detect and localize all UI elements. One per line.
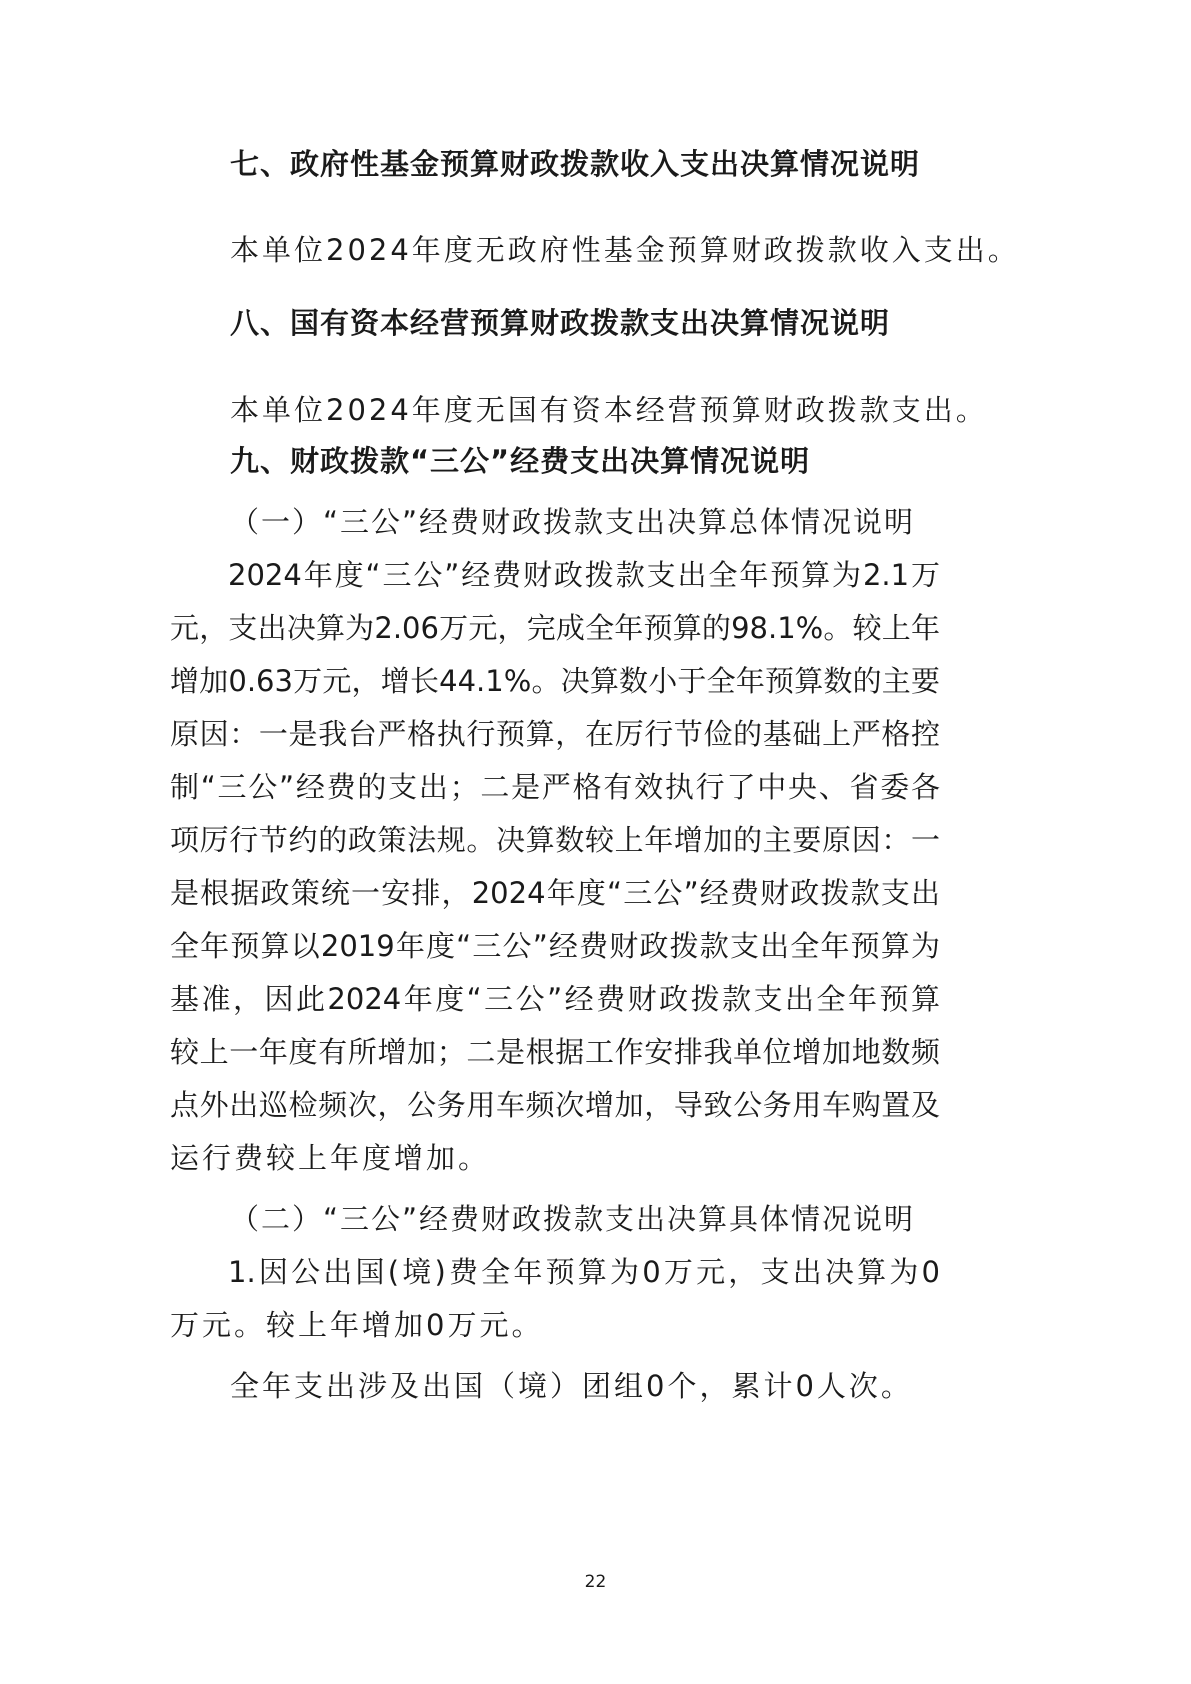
paragraph-line: 制“三公”经费的支出；二是严格有效执行了中央、省委各	[170, 770, 940, 804]
section-9-heading: 九、财政拨款“三公”经费支出决算情况说明	[230, 444, 811, 478]
section-7-heading: 七、政府性基金预算财政拨款收入支出决算情况说明	[230, 147, 921, 181]
paragraph-line: 1.因公出国(境)费全年预算为0万元，支出决算为0	[228, 1255, 940, 1289]
section-8-body: 本单位2024年度无国有资本经营预算财政拨款支出。	[230, 393, 988, 427]
paragraph-line: 是根据政策统一安排，2024年度“三公”经费财政拨款支出	[170, 876, 940, 910]
paragraph-line: 万元。较上年增加0万元。	[170, 1308, 544, 1342]
page-number: 22	[584, 1572, 607, 1592]
section-8-heading: 八、国有资本经营预算财政拨款支出决算情况说明	[230, 306, 891, 340]
section-7-body: 本单位2024年度无政府性基金预算财政拨款收入支出。	[230, 233, 1020, 267]
paragraph-line: 基准，因此2024年度“三公”经费财政拨款支出全年预算	[170, 982, 940, 1016]
subsection-2-title: （二）“三公”经费财政拨款支出决算具体情况说明	[230, 1202, 916, 1236]
paragraph-line: 2024年度“三公”经费财政拨款支出全年预算为2.1万	[228, 558, 940, 592]
subsection-1-title: （一）“三公”经费财政拨款支出决算总体情况说明	[230, 505, 916, 539]
paragraph-line: 较上一年度有所增加；二是根据工作安排我单位增加地数频	[170, 1035, 940, 1069]
paragraph-line: 增加0.63万元，增长44.1%。决算数小于全年预算数的主要	[170, 664, 940, 698]
paragraph-line: 运行费较上年度增加。	[170, 1141, 491, 1175]
paragraph-line: 全年支出涉及出国（境）团组0个，累计0人次。	[230, 1369, 913, 1403]
paragraph-line: 点外出巡检频次，公务用车频次增加，导致公务用车购置及	[170, 1088, 940, 1122]
paragraph-line: 全年预算以2019年度“三公”经费财政拨款支出全年预算为	[170, 929, 940, 963]
paragraph-line: 项厉行节约的政策法规。决算数较上年增加的主要原因：一	[170, 823, 940, 857]
paragraph-line: 原因：一是我台严格执行预算，在厉行节俭的基础上严格控	[170, 717, 940, 751]
paragraph-line: 元，支出决算为2.06万元，完成全年预算的98.1%。较上年	[170, 611, 940, 645]
